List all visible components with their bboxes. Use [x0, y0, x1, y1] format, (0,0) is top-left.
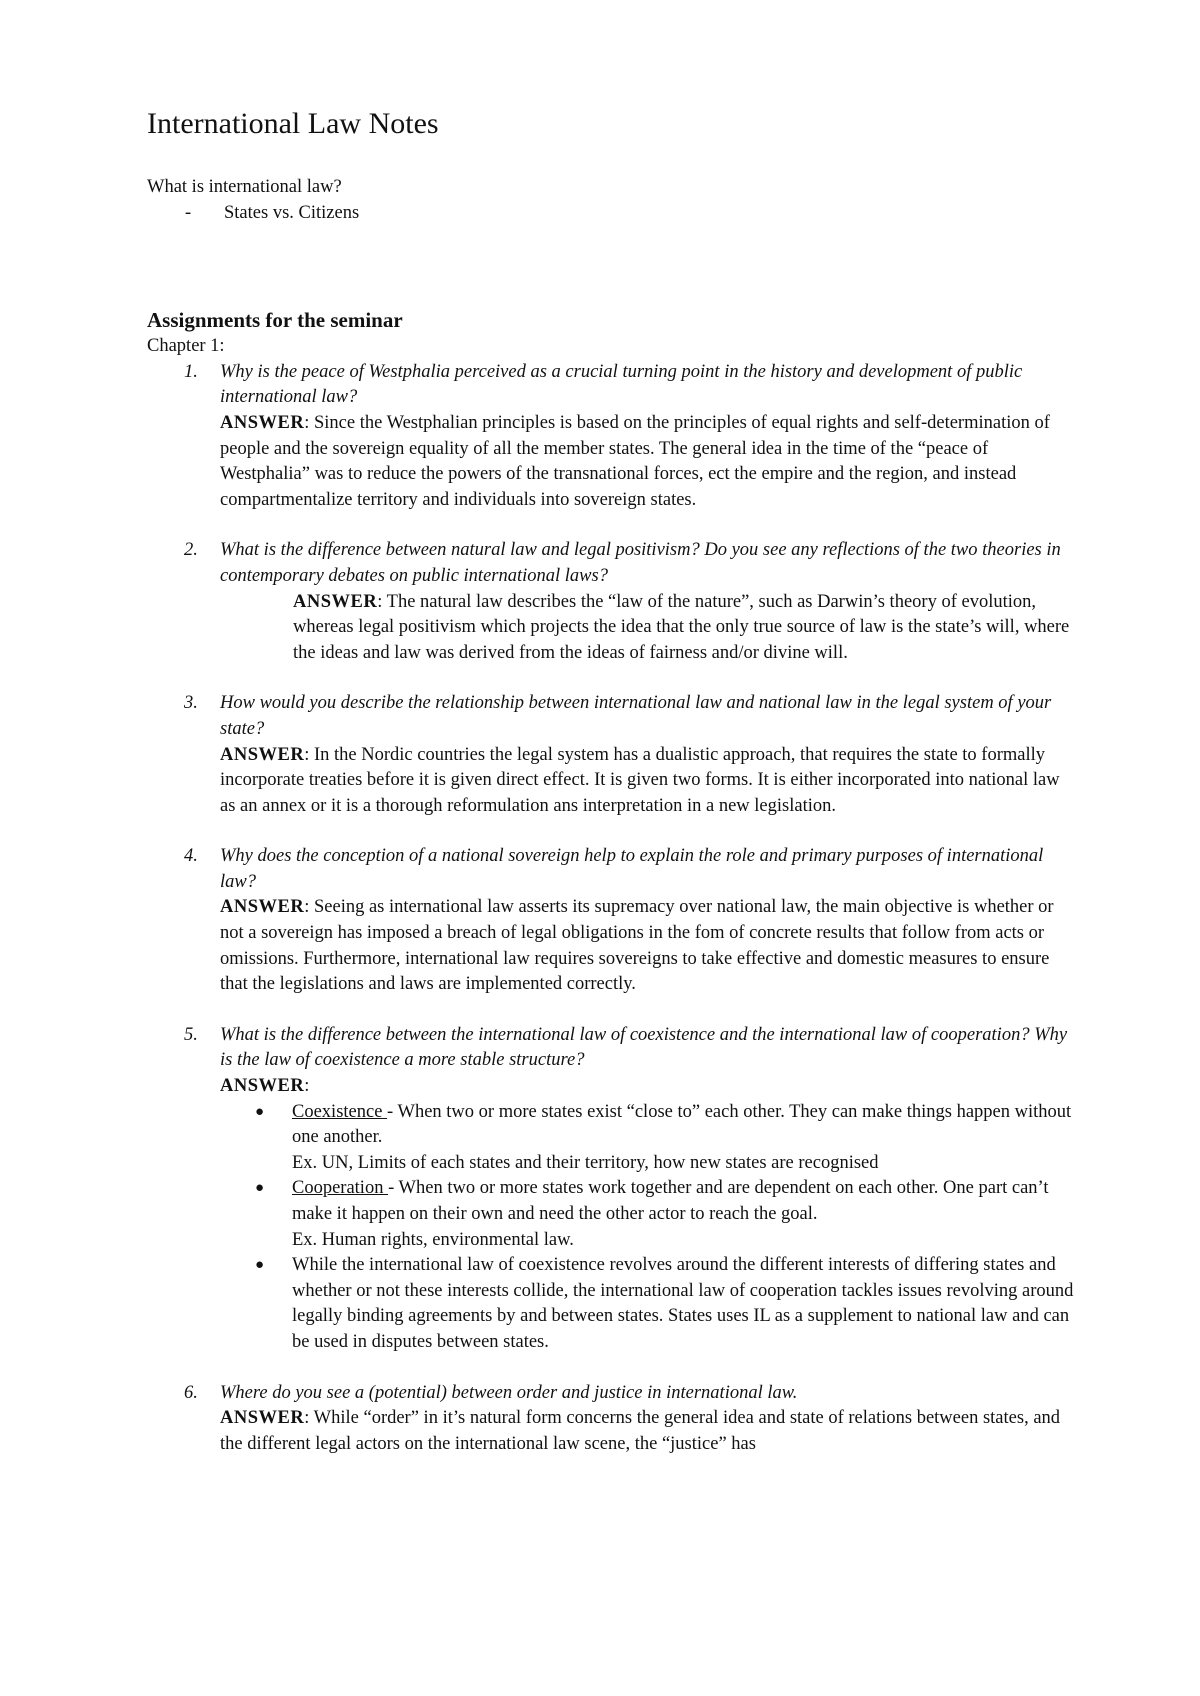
bullet-item — [220, 1100, 1077, 1177]
chapter-label: Chapter 1: — [147, 336, 225, 357]
question-item — [147, 360, 1077, 514]
question-number: 4. — [184, 846, 198, 867]
intro-list-item — [147, 201, 1077, 227]
answer-label: ANSWER — [220, 1076, 305, 1097]
answer-body: : — [304, 1076, 310, 1097]
question-text: What is the difference between the international law of coexistence and the international law of cooperation? Why is the law of coexistence a more stable structure? — [220, 1024, 1068, 1071]
question-item — [147, 844, 1077, 998]
question-item — [147, 1023, 1077, 1356]
question-item — [147, 1381, 1077, 1458]
bullet-term: Coexistence — [292, 1101, 388, 1122]
answer-bullet-list — [220, 1100, 1077, 1356]
document-title: International Law Notes — [147, 107, 439, 140]
answer-label: ANSWER — [220, 897, 305, 918]
bullet-text: While the international law of coexistence revolves around the different interests of differing states and whether or not these interests collide, the international law of cooperation tackles issues revolving around legally binding agreements by and between states. States uses IL as a supplement to national law and can be used in disputes between states. — [292, 1255, 1074, 1352]
answer-body: : While “order” in it’s natural form concerns the general idea and state of relations between states, and the different legal actors on the international law scene, the “justice” has — [220, 1408, 1061, 1454]
answer-text — [220, 895, 1077, 997]
answer-body: : In the Nordic countries the legal system has a dualistic approach, that requires the state to formally incorporate treaties before it is given direct effect. It is given two forms. It is either incorporated into national law as an annex or it is a thorough reformulation ans interpretation in a new legislation. — [220, 744, 1060, 816]
answer-body: : Since the Westphalian principles is based on the principles of equal rights and self-determination of people and the sovereign equality of all the member states. The general idea in the time of the “peace of Westphalia” was to reduce the powers of the transnational forces, ect the empire and the region, and instead compartmentalize territory and individuals into sovereign states. — [220, 412, 1050, 510]
question-item — [147, 691, 1077, 819]
answer-label: ANSWER — [220, 1408, 305, 1429]
bullet-item — [220, 1253, 1077, 1355]
intro-question: What is international law? — [147, 177, 342, 197]
bullet-term: Cooperation — [292, 1178, 389, 1199]
answer-body: : Seeing as international law asserts its supremacy over national law, the main objective is whether or not a sovereign has imposed a breach of legal obligations in the fom of concrete results that follow from acts or omissions. Furthermore, international law requires sovereigns to take effective and domestic measures to ensure that the legislations and laws are implemented correctly. — [220, 897, 1054, 995]
answer-text — [220, 743, 1077, 820]
question-number: 1. — [184, 361, 198, 382]
bullet-example: Ex. UN, Limits of each states and their territory, how new states are recognised — [292, 1152, 879, 1173]
section-heading: Assignments for the seminar — [147, 308, 403, 333]
question-text: Where do you see a (potential) between order and justice in international law. — [220, 1382, 798, 1403]
question-text: How would you describe the relationship between international law and national law in the legal system of your state? — [220, 693, 1052, 739]
answer-text — [220, 1406, 1077, 1457]
answer-text — [220, 590, 1077, 667]
question-number: 3. — [184, 693, 198, 714]
intro-section — [147, 175, 1077, 226]
bullet-text: - When two or more states work together and are dependent on each other. One part can’t make it happen on their own and need the other actor to reach the goal. — [292, 1178, 1049, 1224]
dash-marker: - — [185, 202, 192, 223]
bullet-example: Ex. Human rights, environmental law. — [292, 1229, 574, 1250]
bullet-icon: ● — [255, 1257, 265, 1274]
answer-body: : The natural law describes the “law of the nature”, such as Darwin’s theory of evolution, whereas legal positivism which projects the idea that the only true source of law is the state’s will, where the ideas and law was derived from the ideas of fairness and/or divine will. — [293, 591, 1070, 663]
answer-label: ANSWER — [220, 744, 305, 765]
answer-label: ANSWER — [293, 591, 378, 612]
question-number: 5. — [184, 1024, 198, 1045]
question-text: Why is the peace of Westphalia perceived as a crucial turning point in the history and development of public international law? — [220, 361, 1023, 408]
question-number: 6. — [184, 1382, 198, 1403]
bullet-text: - When two or more states exist “close to” each other. They can make things happen without one another. — [292, 1101, 1072, 1148]
answer-label: ANSWER — [220, 412, 305, 433]
bullet-icon: ● — [255, 1103, 265, 1120]
intro-list-item-text: States vs. Citizens — [224, 202, 360, 223]
question-item — [147, 538, 1077, 666]
answer-text — [220, 411, 1077, 513]
question-text: Why does the conception of a national sovereign help to explain the role and primary purposes of international law? — [220, 846, 1044, 892]
question-number: 2. — [184, 540, 198, 561]
document-body — [147, 96, 1077, 1457]
answer-text — [220, 1074, 1077, 1100]
question-text: What is the difference between natural law and legal positivism? Do you see any reflections of the two theories in contemporary debates on public international laws? — [220, 540, 1061, 586]
bullet-item — [220, 1176, 1077, 1253]
bullet-icon: ● — [255, 1180, 265, 1197]
